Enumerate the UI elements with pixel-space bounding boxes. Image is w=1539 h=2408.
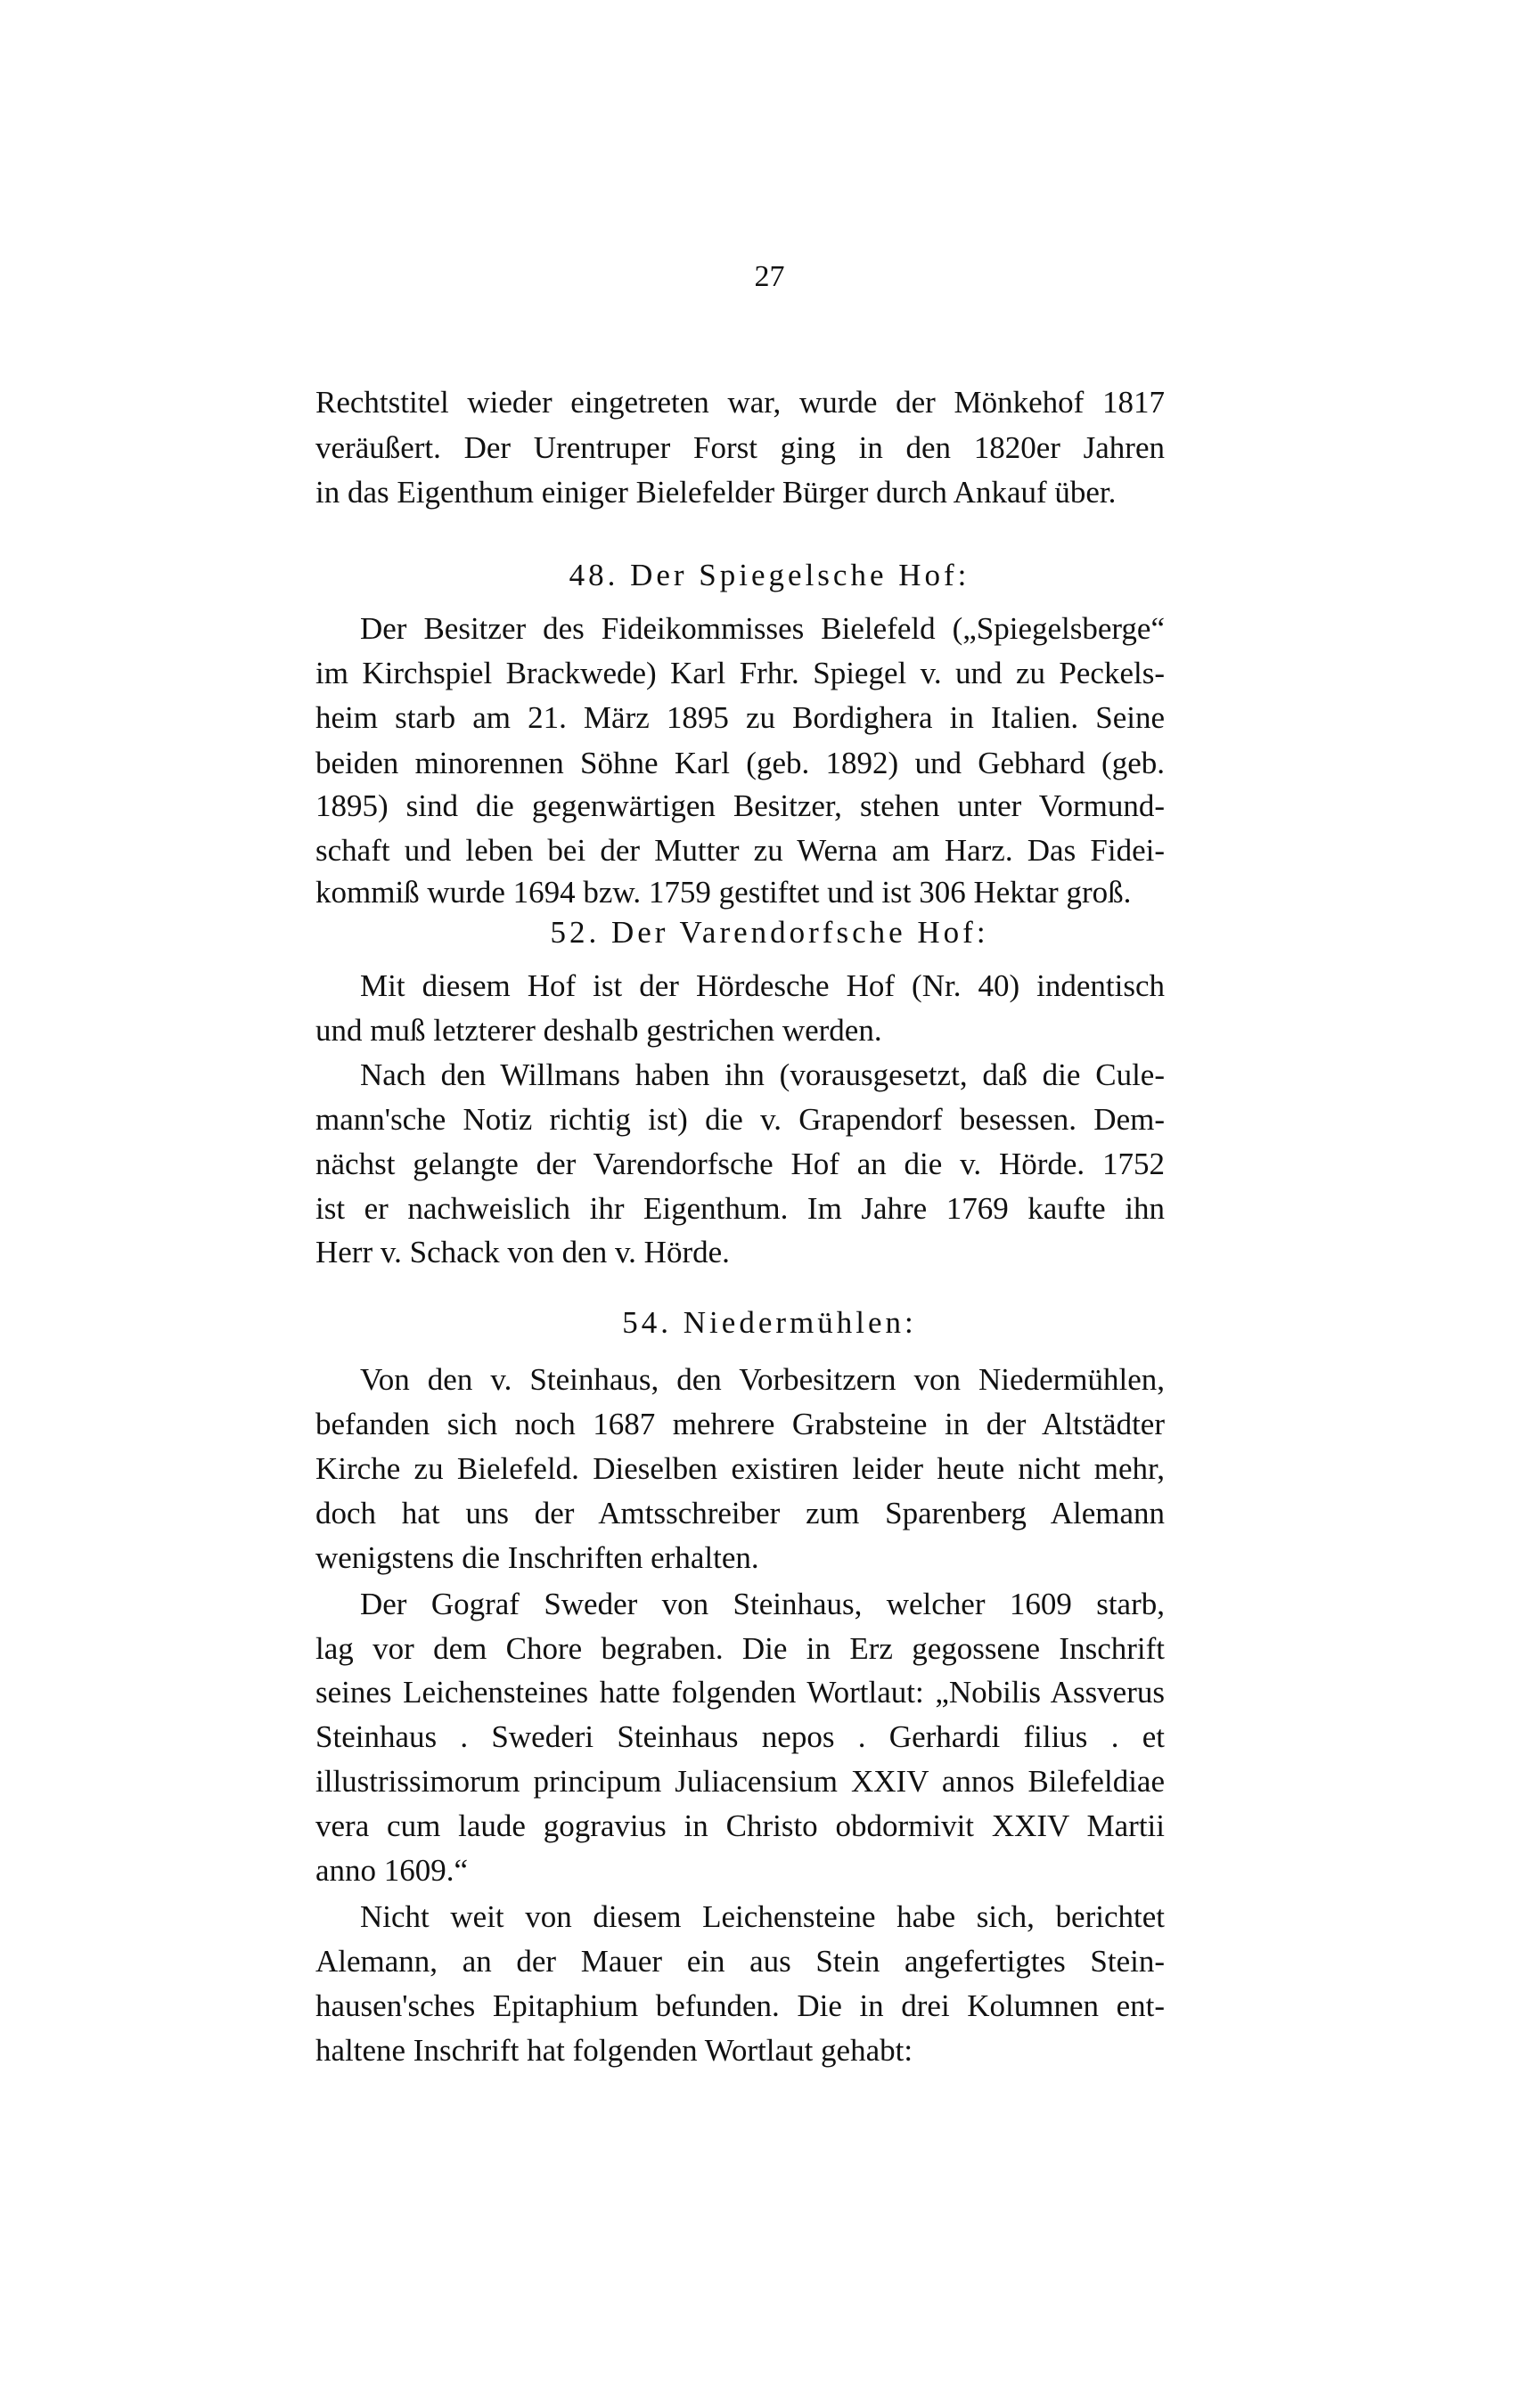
- section-heading: 48. Der Spiegelsche Hof:: [569, 558, 970, 592]
- text-line: seines Leichensteines hatte folgenden Wortlaut: „Nobilis Assverus: [315, 1675, 1165, 1710]
- text-line: haltene Inschrift hat folgenden Wortlaut gehabt:: [315, 2033, 913, 2068]
- text-line: Rechtstitel wieder eingetreten war, wurde der Mönkehof 1817: [315, 385, 1165, 420]
- text-line: Herr v. Schack von den v. Hörde.: [315, 1235, 730, 1269]
- text-line: Der Besitzer des Fideikommisses Bielefeld („Spiegelsberge“: [360, 611, 1165, 646]
- text-line: doch hat uns der Amtsschreiber zum Sparenberg Alemann: [315, 1496, 1165, 1531]
- text-line: befanden sich noch 1687 mehrere Grabsteine in der Altstädter: [315, 1407, 1165, 1441]
- text-line: vera cum laude gogravius in Christo obdormivit XXIV Martii: [315, 1808, 1165, 1843]
- text-line: in das Eigenthum einiger Bielefelder Bürger durch Ankauf über.: [315, 475, 1117, 510]
- text-line: illustrissimorum principum Juliacensium XXIV annos Bilefeldiae: [315, 1764, 1165, 1799]
- text-line: hausen'sches Epitaphium befunden. Die in drei Kolumnen ent-: [315, 1988, 1165, 2023]
- text-line: anno 1609.“: [315, 1853, 469, 1888]
- text-line: Kirche zu Bielefeld. Dieselben existiren leider heute nicht mehr,: [315, 1451, 1165, 1486]
- text-line: und muß letzterer deshalb gestrichen werden.: [315, 1013, 882, 1048]
- text-line: ist er nachweislich ihr Eigenthum. Im Jahre 1769 kaufte ihn: [315, 1191, 1165, 1226]
- text-line: mann'sche Notiz richtig ist) die v. Grapendorf besessen. Dem-: [315, 1102, 1165, 1137]
- text-line: Der Gograf Sweder von Steinhaus, welcher 1609 starb,: [360, 1587, 1165, 1621]
- text-line: lag vor dem Chore begraben. Die in Erz gegossene Inschrift: [315, 1631, 1165, 1666]
- text-line: Von den v. Steinhaus, den Vorbesitzern von Niedermühlen,: [360, 1362, 1165, 1397]
- section-heading: 54. Niedermühlen:: [622, 1305, 917, 1340]
- text-line: heim starb am 21. März 1895 zu Bordighera in Italien. Seine: [315, 700, 1165, 735]
- page-number: 27: [754, 260, 785, 293]
- text-line: 1895) sind die gegenwärtigen Besitzer, stehen unter Vormund-: [315, 788, 1165, 823]
- text-line: beiden minorennen Söhne Karl (geb. 1892) und Gebhard (geb.: [315, 746, 1165, 780]
- text-line: wenigstens die Inschriften erhalten.: [315, 1540, 759, 1575]
- text-line: Alemann, an der Mauer ein aus Stein angefertigtes Stein-: [315, 1944, 1165, 1979]
- text-line: Nicht weit von diesem Leichensteine habe sich, berichtet: [360, 1899, 1165, 1934]
- text-line: kommiß wurde 1694 bzw. 1759 gestiftet und ist 306 Hektar groß.: [315, 875, 1132, 910]
- section-heading: 52. Der Varendorfsche Hof:: [550, 915, 989, 950]
- text-line: Nach den Willmans haben ihn (vorausgesetzt, daß die Cule-: [360, 1057, 1165, 1092]
- text-line: nächst gelangte der Varendorfsche Hof an die v. Hörde. 1752: [315, 1147, 1165, 1181]
- text-line: Mit diesem Hof ist der Hördesche Hof (Nr. 40) indentisch: [360, 968, 1165, 1003]
- text-line: im Kirchspiel Brackwede) Karl Frhr. Spiegel v. und zu Peckels-: [315, 656, 1165, 690]
- text-line: schaft und leben bei der Mutter zu Werna am Harz. Das Fidei-: [315, 833, 1165, 868]
- text-line: Steinhaus . Swederi Steinhaus nepos . Gerhardi filius . et: [315, 1719, 1165, 1754]
- text-line: veräußert. Der Urentruper Forst ging in den 1820er Jahren: [315, 430, 1165, 465]
